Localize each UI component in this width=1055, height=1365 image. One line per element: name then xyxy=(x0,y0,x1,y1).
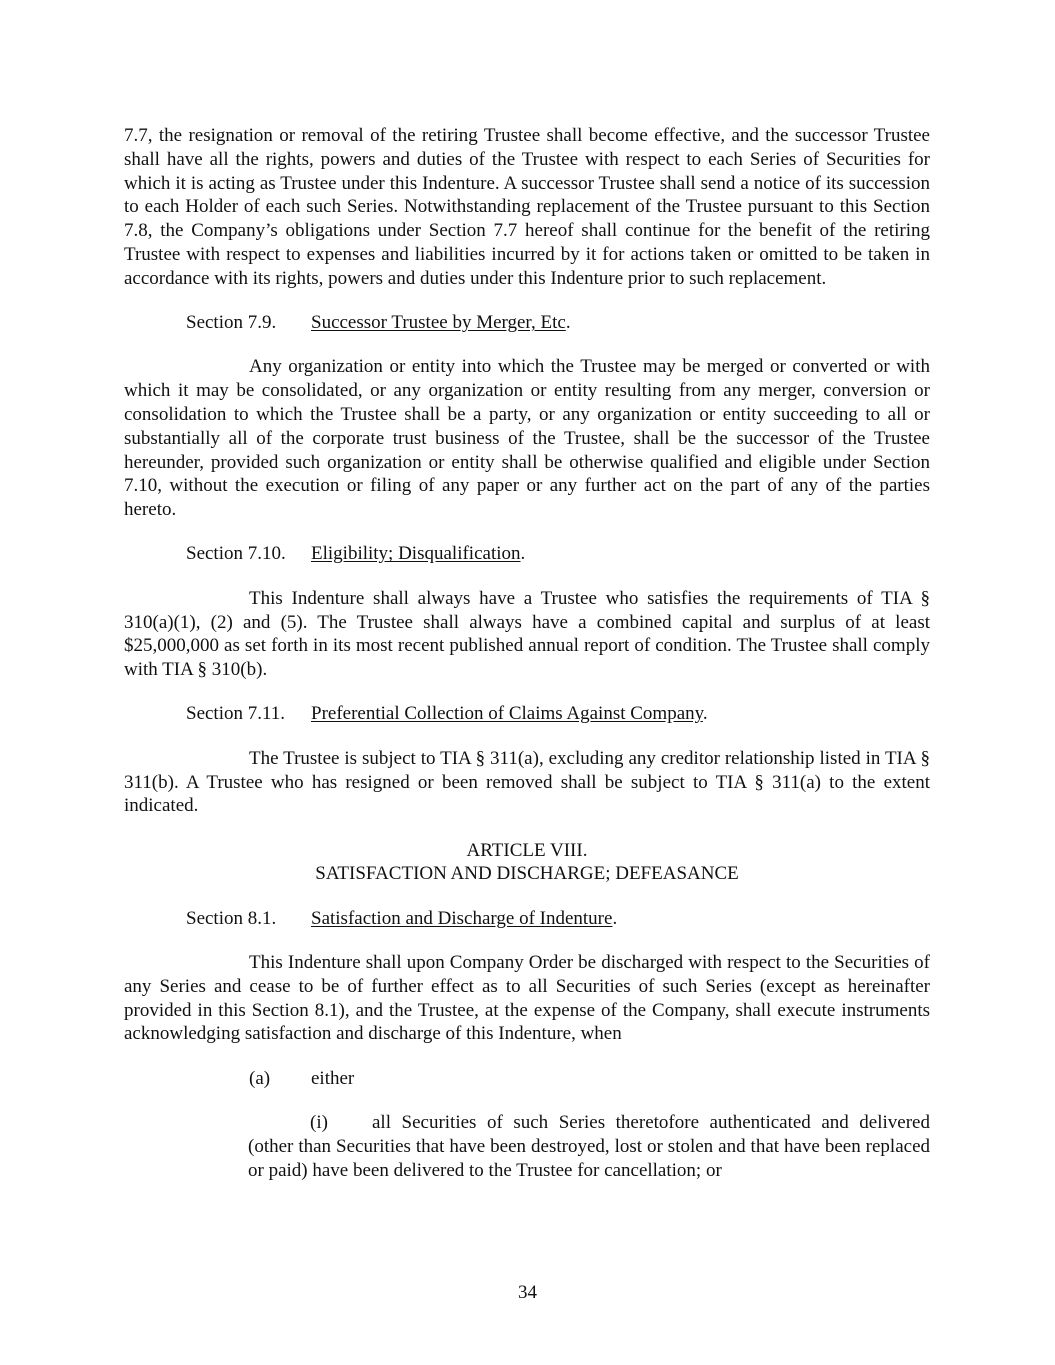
clause-i-text: all Securities of such Series theretofore authenticated and delivered (other than Securities that have been destroyed, lost or stolen and that have been replaced or paid) have been delivered to the Trustee for cancellation; or xyxy=(248,1112,930,1181)
clause-a xyxy=(124,1067,930,1091)
section-number: Section 7.9. xyxy=(186,312,277,334)
section-number: Section 7.11. xyxy=(186,703,286,725)
section-title: Successor Trustee by Merger, Etc xyxy=(311,312,566,334)
section-number: Section 8.1. xyxy=(186,907,277,929)
section-title: Eligibility; Disqualification xyxy=(311,543,521,565)
section-7-10-heading xyxy=(124,542,930,566)
section-title: Preferential Collection of Claims Against Company xyxy=(311,703,703,725)
section-7-9-body: Any organization or entity into which the Trustee may be merged or converted or with which it may be consolidated, or any organization or entity resulting from any merger, conversion or consolidation to which the Trustee shall be a party, or any organization or entity succeeding to all or substantially all of the corporate trust business of the Trustee, shall be the successor of the Trustee hereunder, provided such organization or entity shall be otherwise qualified and eligible under Section 7.10, without the execution or filing of any paper or any further act on the part of any of the parties hereto. xyxy=(124,356,930,521)
heading-period: . xyxy=(612,907,618,929)
section-8-1-body: This Indenture shall upon Company Order be discharged with respect to the Securities of any Series and cease to be of further effect as to all Securities of such Series (except as hereinafter provided in this Section 8.1), and the Trustee, at the expense of the Company, shall execute instruments acknowledging satisfaction and discharge of this Indenture, when xyxy=(124,952,930,1045)
section-number: Section 7.10. xyxy=(186,543,286,565)
section-8-1-heading xyxy=(124,907,930,931)
section-7-9-heading xyxy=(124,311,930,335)
section-title: Satisfaction and Discharge of Indenture xyxy=(311,907,613,929)
heading-period: . xyxy=(565,312,571,334)
clause-i xyxy=(124,1111,930,1182)
continuation-paragraph: 7.7, the resignation or removal of the retiring Trustee shall become effective, and the successor Trustee shall have all the rights, powers and duties of the Trustee with respect to each Series of Securities for which it is acting as Trustee under this Indenture. A successor Trustee shall send a notice of its succession to each Holder of each such Series. Notwithstanding replacement of the Trustee pursuant to this Section 7.8, the Company’s obligations under Section 7.7 hereof shall continue for the benefit of the retiring Trustee with respect to expenses and liabilities incurred by it for actions taken or omitted to be taken in accordance with its rights, powers and duties under this Indenture prior to such replacement. xyxy=(124,125,930,289)
clause-i-tag: (i) xyxy=(310,1112,328,1133)
article-title: SATISFACTION AND DISCHARGE; DEFEASANCE xyxy=(315,863,739,885)
heading-period: . xyxy=(702,703,708,725)
article-number: ARTICLE VIII. xyxy=(466,839,588,861)
section-7-10-body: This Indenture shall always have a Trustee who satisfies the requirements of TIA § 310(a)(1), (2) and (5). The Trustee shall always have a combined capital and surplus of at least $25,000,000 as set forth in its most recent published annual report of condition. The Trustee shall comply with TIA § 310(b). xyxy=(124,587,930,681)
section-7-11-body: The Trustee is subject to TIA § 311(a), excluding any creditor relationship listed in TIA § 311(b). A Trustee who has resigned or been removed shall be subject to TIA § 311(a) to the extent indicated. xyxy=(124,747,930,817)
clause-a-tag: (a) xyxy=(249,1067,271,1089)
document-page xyxy=(124,124,930,1182)
page-number: 34 xyxy=(518,1282,537,1303)
section-7-11-heading xyxy=(124,702,930,726)
clause-a-text: either xyxy=(311,1067,355,1089)
heading-period: . xyxy=(520,543,526,565)
